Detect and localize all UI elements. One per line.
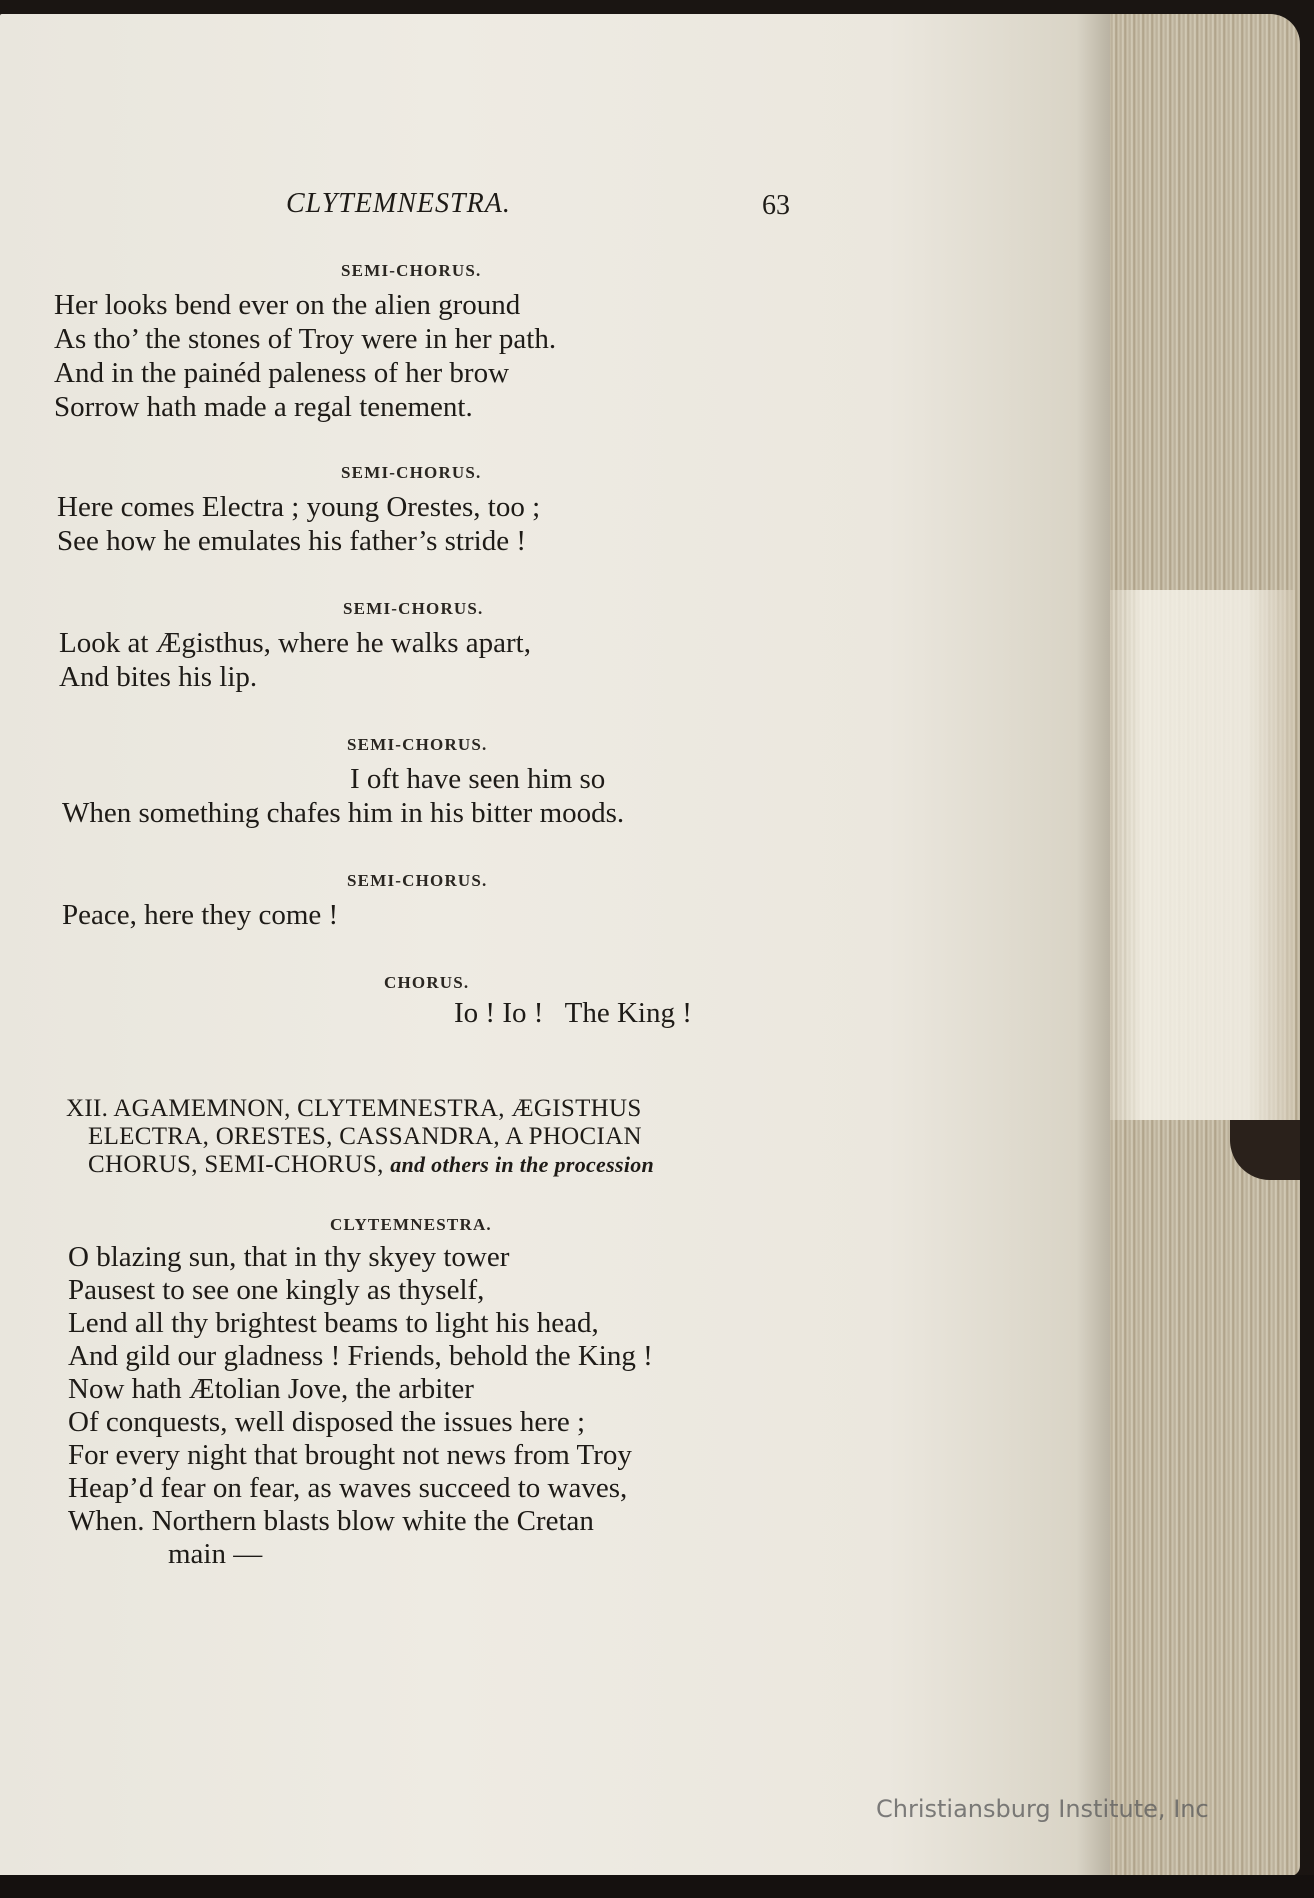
book-page	[0, 14, 1110, 1882]
verse-line: Heap’d fear on fear, as waves succeed to waves,	[68, 1472, 628, 1504]
verse-line: Sorrow hath made a regal tenement.	[54, 391, 473, 423]
verse-line: See how he emulates his father’s stride !	[57, 525, 526, 557]
verse-line: Io ! Io ! The King !	[454, 997, 692, 1029]
speaker-label: SEMI-CHORUS.	[347, 735, 488, 754]
verse-line: Lend all thy brightest beams to light his head,	[68, 1307, 599, 1339]
verse-line: And in the painéd paleness of her brow	[54, 357, 510, 389]
verse-line: main —	[168, 1538, 263, 1570]
speaker-label: SEMI-CHORUS.	[347, 871, 488, 890]
verse-line: I oft have seen him so	[350, 763, 606, 795]
speaker-label: SEMI-CHORUS.	[343, 599, 484, 618]
verse-line: And gild our gladness ! Friends, behold the King !	[68, 1340, 653, 1372]
scene-heading-names: CHORUS, SEMI-CHORUS,	[88, 1151, 384, 1178]
speaker-label: SEMI-CHORUS.	[341, 261, 482, 280]
verse-line: Now hath Ætolian Jove, the arbiter	[68, 1373, 474, 1405]
verse-line: Here comes Electra ; young Orestes, too ;	[57, 491, 541, 523]
page-number: 63	[762, 190, 790, 221]
verse-line: Look at Ægisthus, where he walks apart,	[59, 627, 531, 659]
verse-line: O blazing sun, that in thy skyey tower	[68, 1241, 510, 1273]
speaker-label: SEMI-CHORUS.	[341, 463, 482, 482]
verse-line: When something chafes him in his bitter moods.	[62, 797, 625, 829]
verse-line: For every night that brought not news from Troy	[68, 1439, 632, 1471]
bottom-shadow	[0, 1875, 1314, 1898]
speaker-label: CHORUS.	[384, 973, 470, 992]
verse-line: Of conquests, well disposed the issues here ;	[68, 1406, 586, 1438]
scene-heading: ELECTRA, ORESTES, CASSANDRA, A PHOCIAN	[88, 1123, 642, 1150]
scene-heading-italic: and others in the procession	[390, 1152, 655, 1177]
speaker-label: CLYTEMNESTRA.	[330, 1215, 492, 1234]
verse-line: When. Northern blasts blow white the Cretan	[68, 1505, 594, 1537]
scene-heading	[88, 1150, 654, 1180]
verse-line: As tho’ the stones of Troy were in her path.	[54, 323, 557, 355]
verse-line: Her looks bend ever on the alien ground	[54, 289, 521, 321]
scene-heading: XII. AGAMEMNON, CLYTEMNESTRA, ÆGISTHUS	[66, 1095, 642, 1122]
verse-line: Peace, here they come !	[62, 899, 339, 931]
verse-line: And bites his lip.	[59, 661, 258, 693]
running-title: CLYTEMNESTRA.	[286, 188, 511, 219]
watermark: Christiansburg Institute, Inc	[876, 1795, 1209, 1823]
page-edges-highlight	[1105, 590, 1295, 1120]
verse-line: Pausest to see one kingly as thyself,	[68, 1274, 485, 1306]
